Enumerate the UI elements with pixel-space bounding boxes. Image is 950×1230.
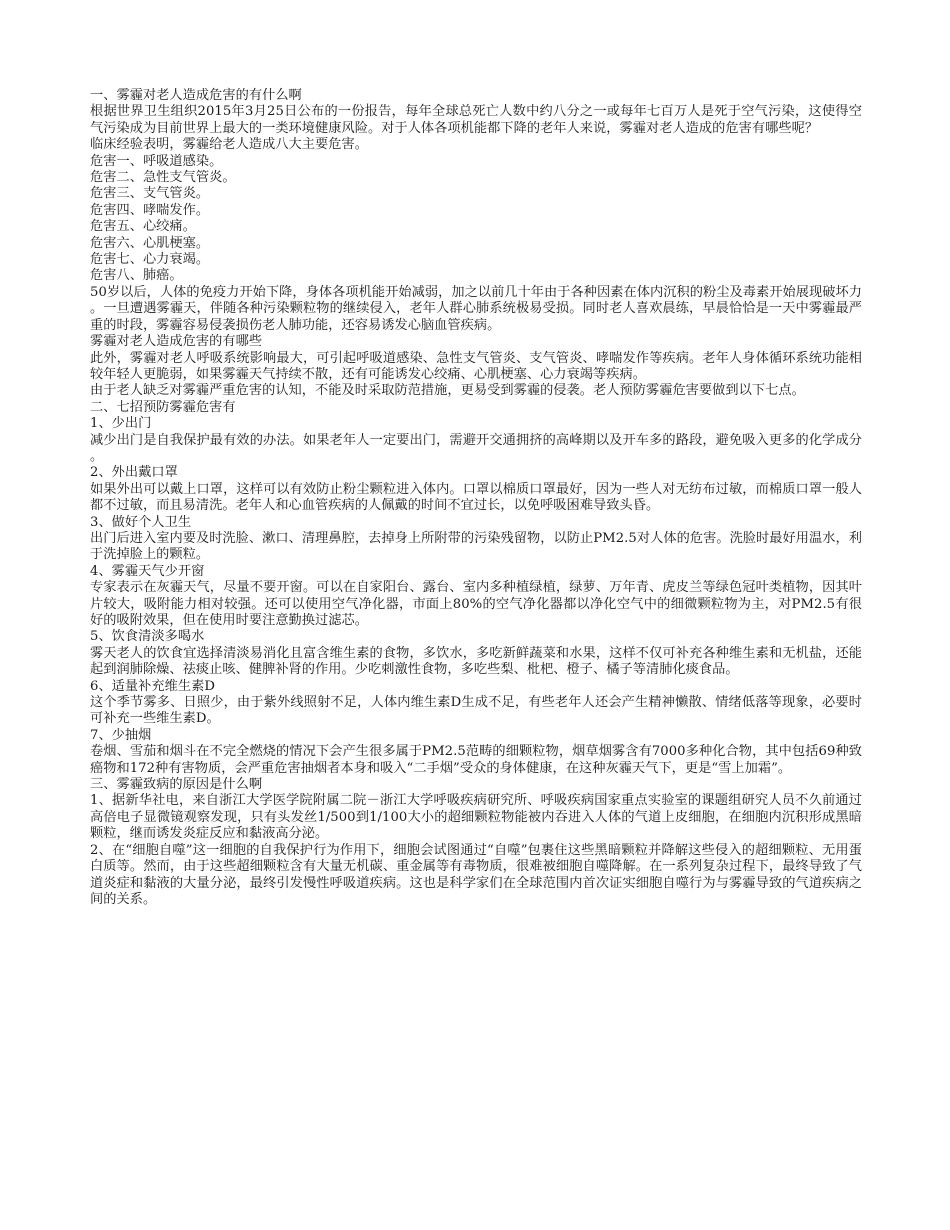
hazard-item-8: 危害八、肺癌。	[90, 268, 183, 284]
section-heading-2: 二、七招预防雾霾危害有	[90, 399, 236, 415]
tip-body-4: 专家表示在灰霾天气，尽量不要开窗。可以在自家阳台、露台、室内多种植绿植，绿萝、万年青、虎皮兰等绿色冠叶类植物，因其叶片较大，吸附能力相对较强。还可以使用空气净化器，市面上80%的空气净化器都以净化空气中的细微颗粒物为主，对PM2.5有很好的吸附效果，但在使用时要注意勤换过滤芯。	[90, 580, 862, 628]
tip-title-5: 5、饮食清淡多喝水	[90, 629, 205, 645]
section-heading-1: 一、雾霾对老人造成危害的有什么啊	[90, 88, 302, 103]
tip-body-2: 如果外出可以戴上口罩，这样可以有效防止粉尘颗粒进入体内。口罩以棉质口罩最好，因为一些人对无纺布过敏，而棉质口罩一般人都不过敏，而且易清洗。老年人和心血管疾病的人佩戴的时间不宜过长，以免呼吸困难导致头昏。	[90, 481, 862, 514]
paragraph: 由于老人缺乏对雾霾严重危害的认知，不能及时采取防范措施，更易受到雾霾的侵袭。老人预防雾霾危害要做到以下七点。	[90, 383, 805, 399]
tip-title-4: 4、雾霾天气少开窗	[90, 563, 205, 579]
tip-body-6: 这个季节雾多、日照少，由于紫外线照射不足，人体内维生素D生成不足，有些老年人还会产生精神懒散、情绪低落等现象，必要时可补充一些维生素D。	[90, 695, 862, 727]
hazard-item-6: 危害六、心肌梗塞。	[90, 235, 210, 251]
hazard-item-5: 危害五、心绞痛。	[90, 219, 196, 235]
tip-body-5: 雾天老人的饮食宜选择清淡易消化且富含维生素的食物，多饮水，多吃新鲜蔬菜和水果，这样不仅可补充各种维生素和无机盐，还能起到润肺除燥、祛痰止咳、健脾补肾的作用。少吃刺激性食物，多吃些梨、枇杷、橙子、橘子等清肺化痰食品。	[90, 645, 862, 678]
hazard-item-2: 危害二、急性支气管炎。	[90, 170, 236, 186]
section-heading-3: 三、雾霾致病的原因是什么啊	[90, 777, 263, 793]
paragraph: 临床经验表明，雾霾给老人造成八大主要危害。	[90, 137, 368, 153]
paragraph: 此外，雾霾对老人呼吸系统影响最大，可引起呼吸道感染、急性支气管炎、支气管炎、哮喘发作等疾病。老年人身体循环系统功能相较年轻人更脆弱，如果雾霾天气持续不散，还有可能诱发心绞痛、心肌梗塞、心力衰竭等疾病。	[90, 350, 862, 382]
cause-paragraph-1: 1、据新华社电，来自浙江大学医学院附属二院－浙江大学呼吸疾病研究所、呼吸疾病国家重点实验室的课题组研究人员不久前通过高倍电子显微镜观察发现，只有头发丝1/500到1/100大小的超细颗粒物能被内吞进入人体的气道上皮细胞，在细胞内沉积形成黑暗颗粒，继而诱发炎症反应和黏液高分泌。	[90, 793, 862, 842]
tip-title-6: 6、适量补充维生素D	[90, 678, 215, 694]
tip-body-3: 出门后进入室内要及时洗脸、漱口、清理鼻腔，去掉身上所附带的污染残留物，以防止PM2.5对人体的危害。洗脸时最好用温水，利于洗掉脸上的颗粒。	[90, 530, 862, 563]
paragraph: 根据世界卫生组织2015年3月25日公布的一份报告，每年全球总死亡人数中约八分之一或每年七百万人是死于空气污染，这使得空气污染成为目前世界上最大的一类环境健康风险。对于人体各项机能都下降的老年人来说，雾霾对老人造成的危害有哪些呢？	[90, 104, 862, 136]
hazard-item-4: 危害四、哮喘发作。	[90, 202, 210, 218]
hazard-item-3: 危害三、支气管炎。	[90, 186, 210, 202]
tip-title-3: 3、做好个人卫生	[90, 514, 192, 530]
tip-title-2: 2、外出戴口罩	[90, 465, 178, 481]
paragraph: 50岁以后，人体的免疫力开始下降，身体各项机能开始减弱，加之以前几十年由于各种因素在体内沉积的粉尘及毒素开始展现破坏力。一旦遭遇雾霾天，伴随各种污染颗粒物的继续侵入，老年人群心肺系统极易受损。同时老人喜欢晨练，早晨恰恰是一天中雾霾最严重的时段，雾霾容易侵袭损伤老人肺功能，还容易诱发心脑血管疾病。	[90, 284, 862, 333]
tip-title-1: 1、少出门	[90, 416, 152, 432]
hazard-item-7: 危害七、心力衰竭。	[90, 252, 210, 268]
hazard-item-1: 危害一、呼吸道感染。	[90, 153, 223, 169]
subheading: 雾霾对老人造成危害的有哪些	[90, 334, 263, 350]
cause-paragraph-2: 2、在“细胞自噬”这一细胞的自我保护行为作用下，细胞会试图通过“自噬”包裹住这些黑暗颗粒并降解这些侵入的超细颗粒、无用蛋白质等。然而，由于这些超细颗粒含有大量无机碳、重金属等有毒物质，很难被细胞自噬降解。在一系列复杂过程下，最终导致了气道炎症和黏液的大量分泌，最终引发慢性呼吸道疾病。这也是科学家们在全球范围内首次证实细胞自噬行为与雾霾导致的气道疾病之间的关系。	[90, 842, 862, 907]
tip-title-7: 7、少抽烟	[90, 727, 152, 743]
document-body	[90, 88, 862, 908]
tip-body-7: 卷烟、雪茄和烟斗在不完全燃烧的情况下会产生很多属于PM2.5范畴的细颗粒物，烟草烟雾含有7000多种化合物，其中包括69种致癌物和172种有害物质，会严重危害抽烟者本身和吸入“二手烟”受众的身体健康，在这种灰霾天气下，更是“雪上加霜”。	[90, 744, 862, 776]
tip-body-1: 减少出门是自我保护最有效的办法。如果老年人一定要出门，需避开交通拥挤的高峰期以及开车多的路段，避免吸入更多的化学成分。	[90, 432, 862, 464]
